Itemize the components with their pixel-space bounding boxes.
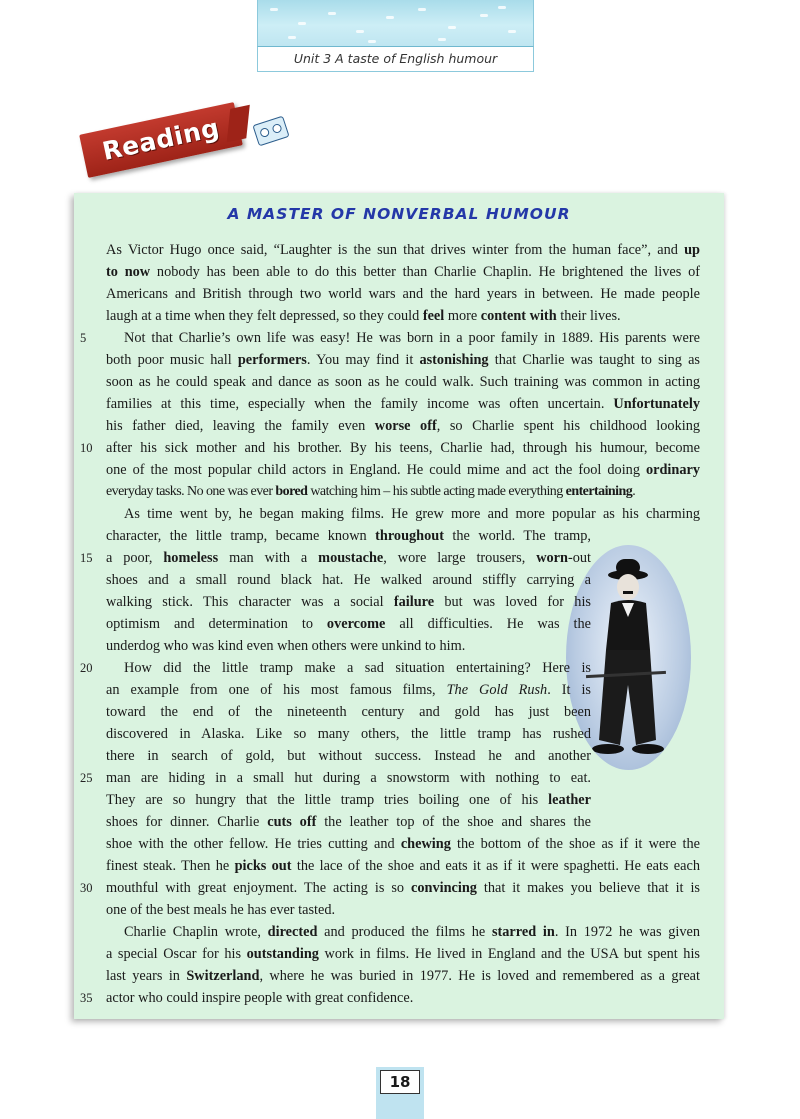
article-line: toward the end of the nineteenth century and gold has just been [106,704,591,720]
line-number: 35 [80,991,93,1005]
article-line: man are hiding in a small hut during a snowstorm with nothing to eat. [106,770,591,786]
article-line: shoes and a small round black hat. He walked around stiffly carrying a [106,572,591,588]
article-line: optimism and determination to overcome all difficulties. He was the [106,616,591,632]
page-number: 18 [380,1070,420,1094]
article-line: a poor, homeless man with a moustache, wore large trousers, worn-out [106,550,591,566]
article-line: everyday tasks. No one was ever bored watching him – his subtle acting made everything entertaining. [106,484,636,499]
article-line: As time went by, he began making films. He grew more and more popular as his charming [124,506,700,522]
article-line: an example from one of his most famous films, The Gold Rush. It is [106,682,591,698]
article-line: mouthful with great enjoyment. The acting is so convincing that it makes you believe that it is [106,880,700,896]
article-line: laugh at a time when they felt depressed, so they could feel more content with their lives. [106,308,621,324]
article-line: underdog who was kind even when others were unkind to him. [106,638,466,654]
article-line: Not that Charlie’s own life was easy! He was born in a poor family in 1889. His parents were [124,330,700,346]
line-number: 15 [80,551,93,565]
line-number: 5 [80,331,87,345]
article-line: Charlie Chaplin wrote, directed and produced the films he starred in. In 1972 he was given [124,924,700,940]
article-line: soon as he could speak and dance as soon as he could walk. Such training was common in acting [106,374,700,390]
article-line: They are so hungry that the little tramp tries boiling one of his leather [106,792,591,808]
article-line: his father died, leaving the family even worse off, so Charlie spent his childhood looking [106,418,700,434]
article-line: Americans and British through two world wars and the hard years in between. He made people [106,286,700,302]
line-number: 30 [80,881,93,895]
article-line: shoe with the other fellow. He tries cutting and chewing the bottom of the shoe as if it were the [106,836,700,852]
article-line: discovered in Alaska. Like so many others, the little tramp has rushed [106,726,591,742]
article-line: last years in Switzerland, where he was buried in 1977. He is loved and remembered as a great [106,968,700,984]
article-line: actor who could inspire people with great confidence. [106,990,414,1006]
article-line: after his sick mother and his brother. By his teens, Charlie had, through his humour, become [106,440,700,456]
article-line: shoes for dinner. Charlie cuts off the leather top of the shoe and shares the [106,814,591,830]
line-number: 25 [80,771,93,785]
cassette-icon[interactable] [252,116,289,147]
line-number: 10 [80,441,93,455]
article-line: character, the little tramp, became known throughout the world. The tramp, [106,528,592,544]
article-line: families at this time, especially when the family income was often uncertain. Unfortunately [106,396,700,412]
article-line: walking stick. This character was a social failure but was loved for his [106,594,591,610]
article-line: there in search of gold, but without success. Instead he and another [106,748,591,764]
article-title: A MASTER OF NONVERBAL HUMOUR [227,205,571,223]
article-line: one of the best meals he has ever tasted. [106,902,336,918]
article-line: to now nobody has been able to do this better than Charlie Chaplin. He brightened the lives of [106,264,700,280]
article-line: both poor music hall performers. You may find it astonishing that Charlie was taught to sing as [106,352,700,368]
line-number: 20 [80,661,93,675]
reading-badge-label: Reading [99,112,222,167]
header-decorative-banner [257,0,534,47]
article-line: finest steak. Then he picks out the lace of the shoe and eats it as if it were spaghetti. He eats each [106,858,700,874]
article-line: a special Oscar for his outstanding work in films. He lived in England and the USA but spent his [106,946,700,962]
reading-section-badge [79,102,243,178]
article-line: one of the most popular child actors in England. He could mime and act the fool doing ordinary [106,462,700,478]
article-line: How did the little tramp make a sad situation entertaining? Here is [124,660,591,676]
article-line: As Victor Hugo once said, “Laughter is the sun that drives winter from the human face”, and up [106,242,700,258]
unit-title: Unit 3 A taste of English humour [257,46,534,72]
